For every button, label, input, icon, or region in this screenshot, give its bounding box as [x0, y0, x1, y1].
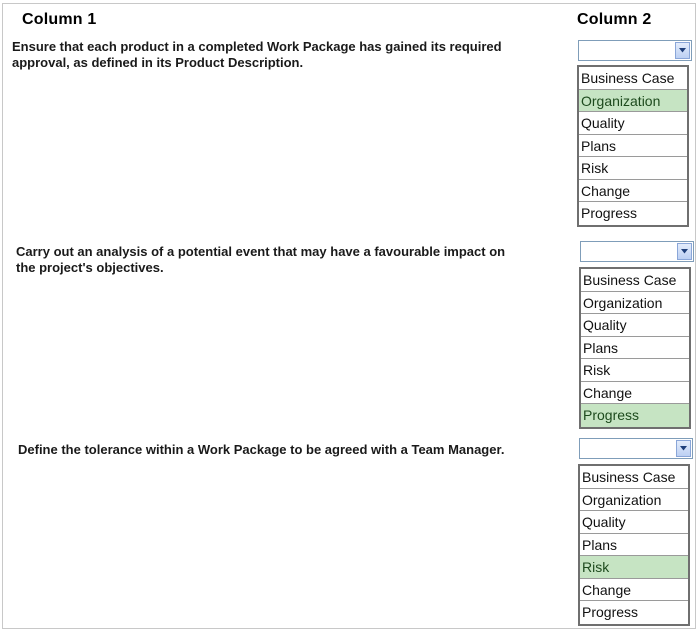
- option-quality[interactable]: Quality: [580, 511, 688, 534]
- statement-3-line-1: Define the tolerance within a Work Package to be agreed with a Team Manager.: [18, 442, 505, 457]
- statement-1-line-1: Ensure that each product in a completed Work Package has gained its required: [12, 39, 502, 54]
- option-quality[interactable]: Quality: [579, 112, 687, 135]
- column-2-header: Column 2: [577, 11, 652, 28]
- option-business-case[interactable]: Business Case: [579, 67, 687, 90]
- statement-2-line-2: the project's objectives.: [16, 260, 164, 275]
- answer-block-3: [578, 438, 694, 626]
- option-risk[interactable]: Risk: [580, 556, 688, 579]
- option-change[interactable]: Change: [581, 382, 689, 405]
- answer-dropdown-3[interactable]: [579, 438, 693, 459]
- option-organization[interactable]: Organization: [580, 489, 688, 512]
- statement-1-line-2: approval, as defined in its Product Description.: [12, 55, 304, 70]
- answer-dropdown-2[interactable]: [580, 241, 694, 262]
- statement-3: [18, 442, 558, 458]
- answer-options-3: [578, 464, 690, 626]
- option-progress[interactable]: Progress: [582, 604, 639, 620]
- option-business-case[interactable]: Business Case: [581, 269, 689, 292]
- option-plans[interactable]: Plans: [580, 534, 688, 557]
- answer-options-1: [577, 65, 689, 227]
- option-business-case[interactable]: Business Case: [580, 466, 688, 489]
- option-organization[interactable]: Organization: [581, 292, 689, 315]
- option-plans[interactable]: Plans: [581, 337, 689, 360]
- answer-options-2: [579, 267, 691, 429]
- option-organization[interactable]: Organization: [579, 90, 687, 113]
- option-change[interactable]: Change: [579, 180, 687, 203]
- option-plans[interactable]: Plans: [579, 135, 687, 158]
- option-progress[interactable]: Progress: [581, 205, 638, 221]
- statement-2: [16, 244, 556, 276]
- option-quality[interactable]: Quality: [581, 314, 689, 337]
- column-1-header: Column 1: [22, 11, 97, 28]
- answer-block-2: [579, 241, 695, 429]
- chevron-down-icon[interactable]: [676, 440, 691, 457]
- answer-block-1: [577, 40, 693, 227]
- statement-1: [12, 39, 552, 71]
- option-risk[interactable]: Risk: [581, 359, 689, 382]
- option-risk[interactable]: Risk: [579, 157, 687, 180]
- option-progress[interactable]: Progress: [581, 404, 689, 427]
- statement-2-line-1: Carry out an analysis of a potential event that may have a favourable impact on: [16, 244, 506, 259]
- answer-dropdown-1[interactable]: [578, 40, 692, 61]
- chevron-down-icon[interactable]: [675, 42, 690, 59]
- chevron-down-icon[interactable]: [677, 243, 692, 260]
- option-change[interactable]: Change: [580, 579, 688, 602]
